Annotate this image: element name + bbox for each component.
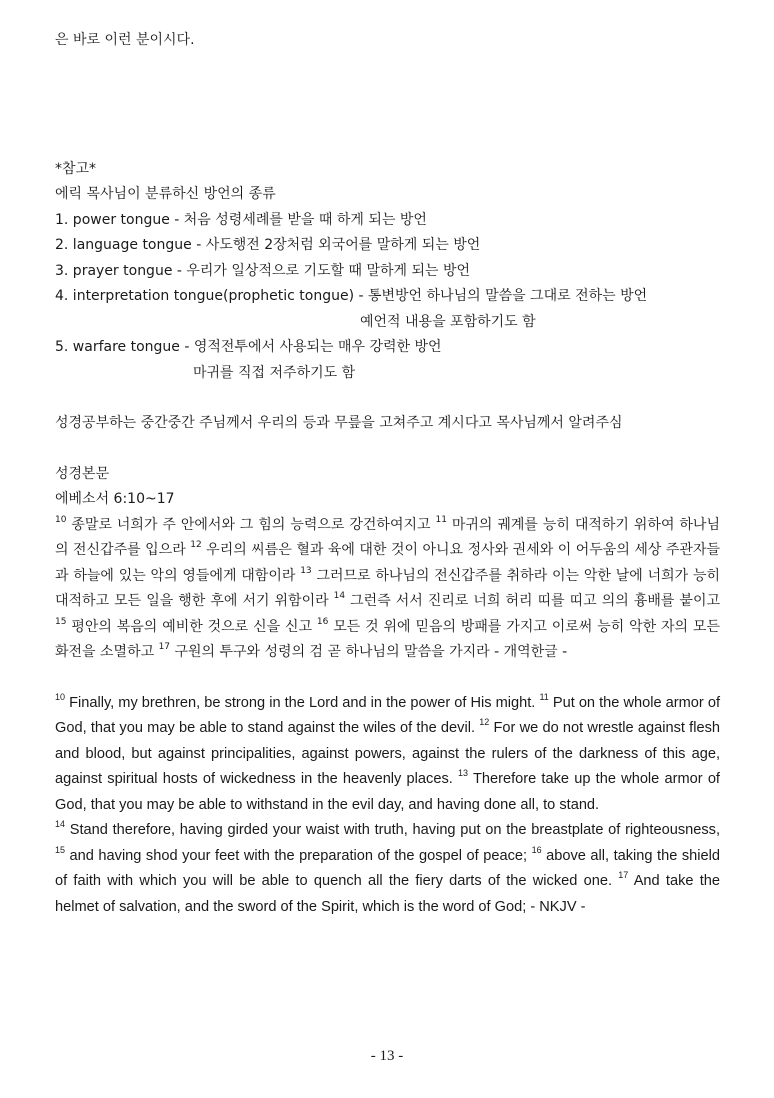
tongue-item: 5. warfare tongue - 영적전투에서 사용되는 매우 강력한 방언 xyxy=(55,339,442,355)
english-passage-2 xyxy=(55,818,720,920)
verse-number: 14 xyxy=(55,819,66,830)
tongue-item-continuation: 마귀를 직접 저주하기도 함 xyxy=(193,364,356,381)
verse-text: Therefore take up the whole armor of God, that you may be able to withstand in the evil day, and having done all, to stand. xyxy=(55,771,720,813)
verse-text: 모든 것 위에 믿음의 방패를 가지고 이로써 능히 악한 자의 모든 화전을 소멸하고 xyxy=(55,618,720,660)
verse-text: above all, taking the shield of faith with which you will be able to quench all the fiery darts of the wicked one. xyxy=(55,847,720,889)
verse-number: 10 xyxy=(55,514,67,525)
intro-line: 은 바로 이런 분이시다. xyxy=(55,32,195,48)
verse-text: And take the helmet of salvation, and the sword of the Spirit, which is the word of God; - NKJV - xyxy=(55,873,720,915)
verse-number: 16 xyxy=(531,844,542,855)
verse-text: and having shod your feet with the preparation of the gospel of peace; xyxy=(65,847,532,864)
verse-number: 12 xyxy=(190,540,202,551)
note-marker: *참고* xyxy=(55,160,97,177)
scripture-reference: 에베소서 6:10~17 xyxy=(55,491,175,507)
verse-text: 우리의 씨름은 혈과 육에 대한 것이 아니요 정사와 권세와 이 어두움의 세상 주관자들과 하늘에 있는 악의 영들에게 대함이라 xyxy=(55,542,720,584)
verse-text: Finally, my brethren, be strong in the Lord and in the power of His might. xyxy=(65,694,540,711)
tongue-item: 4. interpretation tongue(prophetic tongue) - 통변방언 하나님의 말씀을 그대로 전하는 방언 xyxy=(55,288,648,304)
korean-passage xyxy=(55,513,720,666)
tongue-item: 2. language tongue - 사도행전 2장처럼 외국어를 말하게 되는 방언 xyxy=(55,237,481,253)
note-heading: 에릭 목사님이 분류하신 방언의 종류 xyxy=(55,186,276,202)
verse-number: 13 xyxy=(300,565,312,576)
verse-number: 13 xyxy=(458,768,469,779)
verse-text: 그러므로 하나님의 전신갑주를 취하라 이는 악한 날에 너희가 능히 대적하고 모든 일을 행한 후에 서기 위함이라 xyxy=(55,567,720,609)
verse-text: 마귀의 궤계를 능히 대적하기 위하여 하나님의 전신갑주를 입으라 xyxy=(55,516,720,558)
document-page xyxy=(55,28,720,920)
verse-number: 16 xyxy=(316,616,329,627)
verse-text: 평안의 복음의 예비한 것으로 신을 신고 xyxy=(66,618,317,635)
tongue-item: 3. prayer tongue - 우리가 일상적으로 기도할 때 말하게 되는 방언 xyxy=(55,262,471,279)
verse-number: 10 xyxy=(55,691,66,702)
verse-text: 구원의 투구와 성령의 검 곧 하나님의 말씀을 가지라 - 개역한글 - xyxy=(170,644,568,660)
verse-number: 15 xyxy=(55,616,67,627)
tongue-item-continuation: 예언적 내용을 포함하기도 함 xyxy=(360,313,536,330)
remark: 성경공부하는 중간중간 주님께서 우리의 등과 무릎을 고쳐주고 계시다고 목사님께서 알려주심 xyxy=(55,415,623,431)
page-number: - 13 - xyxy=(370,1048,404,1064)
verse-text: Stand therefore, having girded your waist with truth, having put on the breastplate of righteousness, xyxy=(65,822,720,838)
verse-number: 17 xyxy=(618,870,629,881)
verse-text: Put on the whole armor of God, that you may be able to stand against the wiles of the devil. xyxy=(55,694,720,736)
verse-text: 종말로 너희가 주 안에서와 그 힘의 능력으로 강건하여지고 xyxy=(66,516,436,533)
tongue-item: 1. power tongue - 처음 성령세례를 받을 때 하게 되는 방언 xyxy=(55,211,427,228)
verse-text: For we do not wrestle against flesh and blood, but against principalities, against powers, against the rulers of the darkness of this age, against spiritual hosts of wickedness in the heavenly places. xyxy=(55,720,720,787)
scripture-heading: 성경본문 xyxy=(55,465,110,482)
verse-number: 14 xyxy=(333,591,346,602)
verse-number: 17 xyxy=(158,642,171,653)
verse-text: 그런즉 서서 진리로 너희 허리 띠를 띠고 의의 흉배를 붙이고 xyxy=(345,593,720,609)
verse-number: 15 xyxy=(55,844,66,855)
verse-number: 12 xyxy=(479,717,490,728)
verse-number: 11 xyxy=(435,514,447,525)
verse-number: 11 xyxy=(539,691,549,702)
english-passage-1 xyxy=(55,691,720,819)
